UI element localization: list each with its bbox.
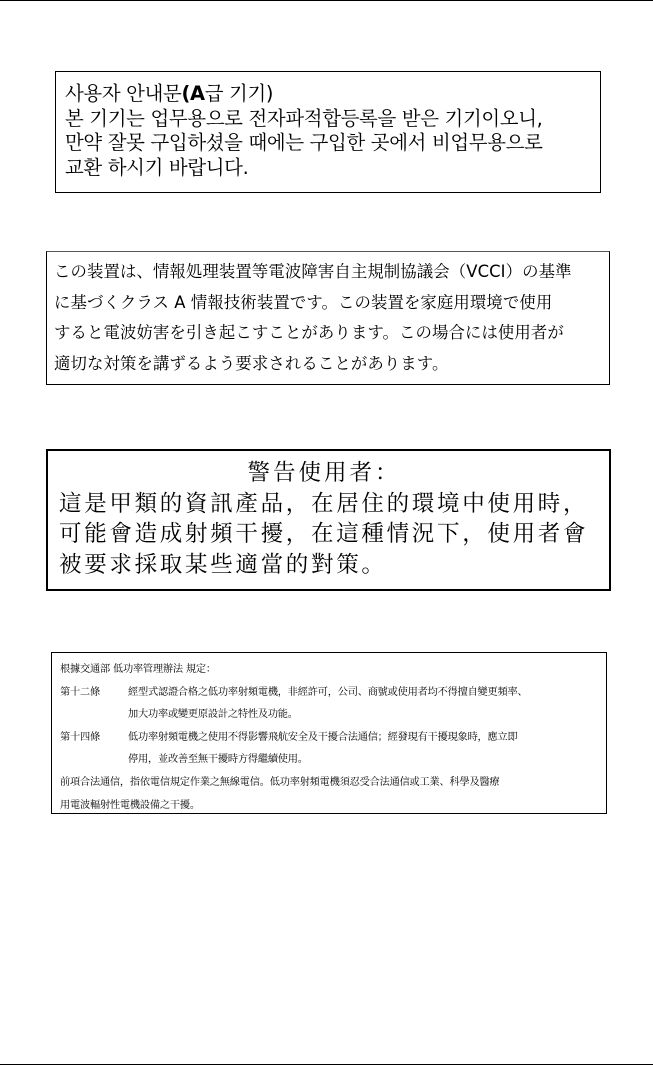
- ncc-article-12: [60, 682, 606, 727]
- japanese-notice-line: この装置は、情報処理装置等電波障害自主規制協議会（VCCI）の基準: [54, 262, 572, 281]
- japanese-vcci-notice: [46, 251, 610, 385]
- korean-notice-line: 만약 잘못 구입하셨을 때에는 구입한 곳에서 비업무용으로: [65, 131, 543, 154]
- korean-title-prefix: 사용자 안내문: [65, 82, 182, 105]
- warning-line: 可能會造成射頻干擾，在這種情況下，使用者會: [59, 521, 589, 547]
- japanese-notice-line: 適切な対策を講ずるよう要求されることがあります。: [54, 353, 449, 373]
- chinese-class-a-warning: [46, 449, 611, 591]
- ncc-article-line: 低功率射頻電機之使用不得影響飛航安全及干擾合法通信；經發現有干擾現象時，應立即: [128, 731, 518, 743]
- japanese-notice-line: すると電波妨害を引き起こすことがあります。この場合には使用者が: [54, 323, 564, 342]
- warning-title: 警告使用者：: [247, 460, 401, 486]
- ncc-article-line: 加大功率或變更原設計之特性及功能。: [128, 709, 298, 721]
- ncc-article-line: 經型式認證合格之低功率射頻電機，非經許可，公司、商號或使用者均不得擅自變更頻率、: [128, 686, 528, 698]
- korean-class-a-notice: [55, 71, 601, 193]
- korean-notice-title: [65, 82, 600, 107]
- ncc-article-label: 第十二條: [60, 686, 100, 698]
- warning-line: 這是甲類的資訊產品，在居住的環境中使用時，: [59, 490, 589, 517]
- ncc-article-line: 停用，並改善至無干擾時方得繼續使用。: [128, 754, 308, 766]
- ncc-article-14: [60, 727, 606, 772]
- ncc-footer-line: 用電波輻射性電機設備之干擾。: [60, 799, 200, 811]
- korean-notice-line: 본 기기는 업무용으로 전자파적합등록을 받은 기기이오니,: [65, 106, 543, 130]
- ncc-footer-line: 前項合法通信，指依電信規定作業之無線電信。低功率射頻電機須忍受合法通信或工業、科學及醫療: [60, 776, 500, 788]
- korean-title-class: (A: [181, 82, 205, 105]
- ncc-header: 根據交通部 低功率管理辦法 規定：: [60, 664, 216, 675]
- taiwan-low-power-notice: [51, 652, 607, 814]
- japanese-notice-line: に基づくクラス A 情報技術装置です。この装置を家庭用環境で使用: [54, 292, 553, 312]
- korean-title-suffix: 급 기기): [204, 82, 274, 105]
- ncc-article-label: 第十四條: [60, 731, 100, 743]
- korean-notice-line: 교환 하시기 바랍니다.: [65, 155, 249, 179]
- header-rule: [0, 0, 653, 1]
- warning-line: 被要求採取某些適當的對策。: [59, 551, 387, 578]
